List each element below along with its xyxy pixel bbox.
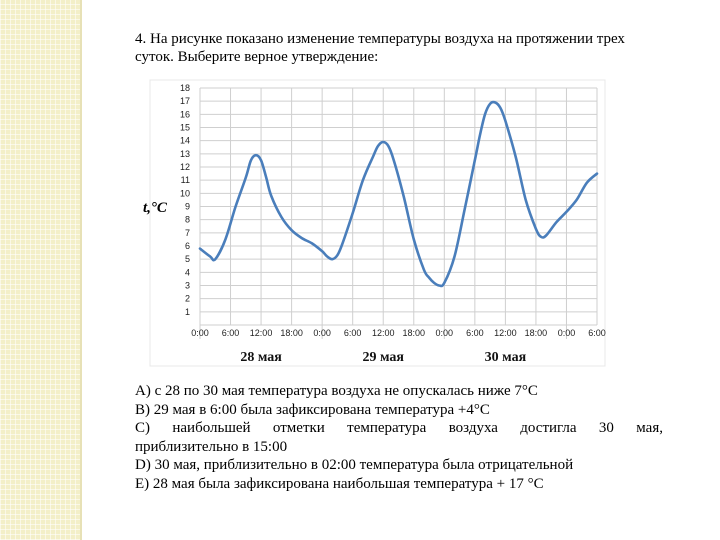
temperature-chart: [138, 78, 613, 373]
x-tick-label: 18:00: [402, 328, 426, 338]
sidebar-divider: [80, 0, 82, 540]
day-label: 28 мая: [240, 350, 282, 365]
y-tick-label: 12: [179, 162, 190, 172]
y-tick-label: 3: [184, 280, 190, 291]
y-tick-label: 8: [184, 214, 190, 225]
question-text: 4. На рисунке показано изменение температуры воздуха на протяжении трех суток. Выберите верное утверждение:: [135, 31, 625, 65]
decorative-sidebar: [0, 0, 80, 540]
y-tick-label: 13: [179, 148, 190, 159]
y-tick-label: 10: [179, 188, 190, 199]
day-label: 30 мая: [484, 350, 527, 365]
y-tick-label: 5: [184, 254, 190, 265]
x-tick-label: 18:00: [280, 328, 303, 338]
y-tick-label: 9: [184, 201, 190, 212]
x-tick-label: 0:00: [191, 328, 209, 338]
y-tick-label: 16: [179, 109, 190, 120]
y-tick-label: 6: [184, 241, 190, 251]
y-tick-label: 7: [184, 227, 190, 238]
y-tick-label: 18: [179, 83, 190, 93]
day-label: 29 мая: [362, 350, 404, 365]
y-tick-label: 1: [184, 306, 190, 317]
x-tick-label: 0:00: [435, 328, 454, 338]
answer-c-continued: приблизительно в 15:00: [135, 438, 288, 455]
x-tick-label: 6:00: [343, 328, 362, 338]
x-tick-label: 0:00: [557, 328, 576, 338]
y-tick-label: 17: [179, 96, 190, 107]
y-tick-label: 15: [179, 122, 190, 133]
x-tick-label: 6:00: [588, 328, 606, 338]
answer-c: С) наибольшей отметки температура воздуха достигла 30 мая,: [135, 420, 663, 436]
answer-e: Е) 28 мая была зафиксирована наибольшая температура + 17 °С: [135, 475, 544, 492]
y-tick-label: 11: [180, 175, 190, 186]
x-tick-label: 0:00: [313, 328, 331, 338]
x-tick-label: 12:00: [371, 328, 395, 338]
answers-list: [135, 382, 663, 493]
x-tick-label: 6:00: [466, 328, 484, 338]
x-tick-label: 12:00: [494, 328, 517, 338]
answer-b: В) 29 мая в 6:00 была зафиксирована температура +4°С: [135, 401, 490, 418]
x-tick-label: 12:00: [249, 328, 273, 338]
answer-d: D) 30 мая, приблизительно в 02:00 температура была отрицательной: [135, 457, 574, 473]
x-tick-label: 6:00: [221, 328, 240, 338]
y-axis-label: t,°C: [143, 200, 167, 216]
x-tick-label: 18:00: [524, 328, 548, 338]
y-tick-label: 4: [184, 267, 190, 278]
y-tick-label: 14: [179, 135, 190, 146]
y-tick-label: 2: [184, 293, 190, 304]
answer-a: А) с 28 по 30 мая температура воздуха не опускалась ниже 7°С: [135, 383, 538, 399]
chart-frame: [150, 80, 605, 366]
chart-container: [138, 78, 613, 378]
